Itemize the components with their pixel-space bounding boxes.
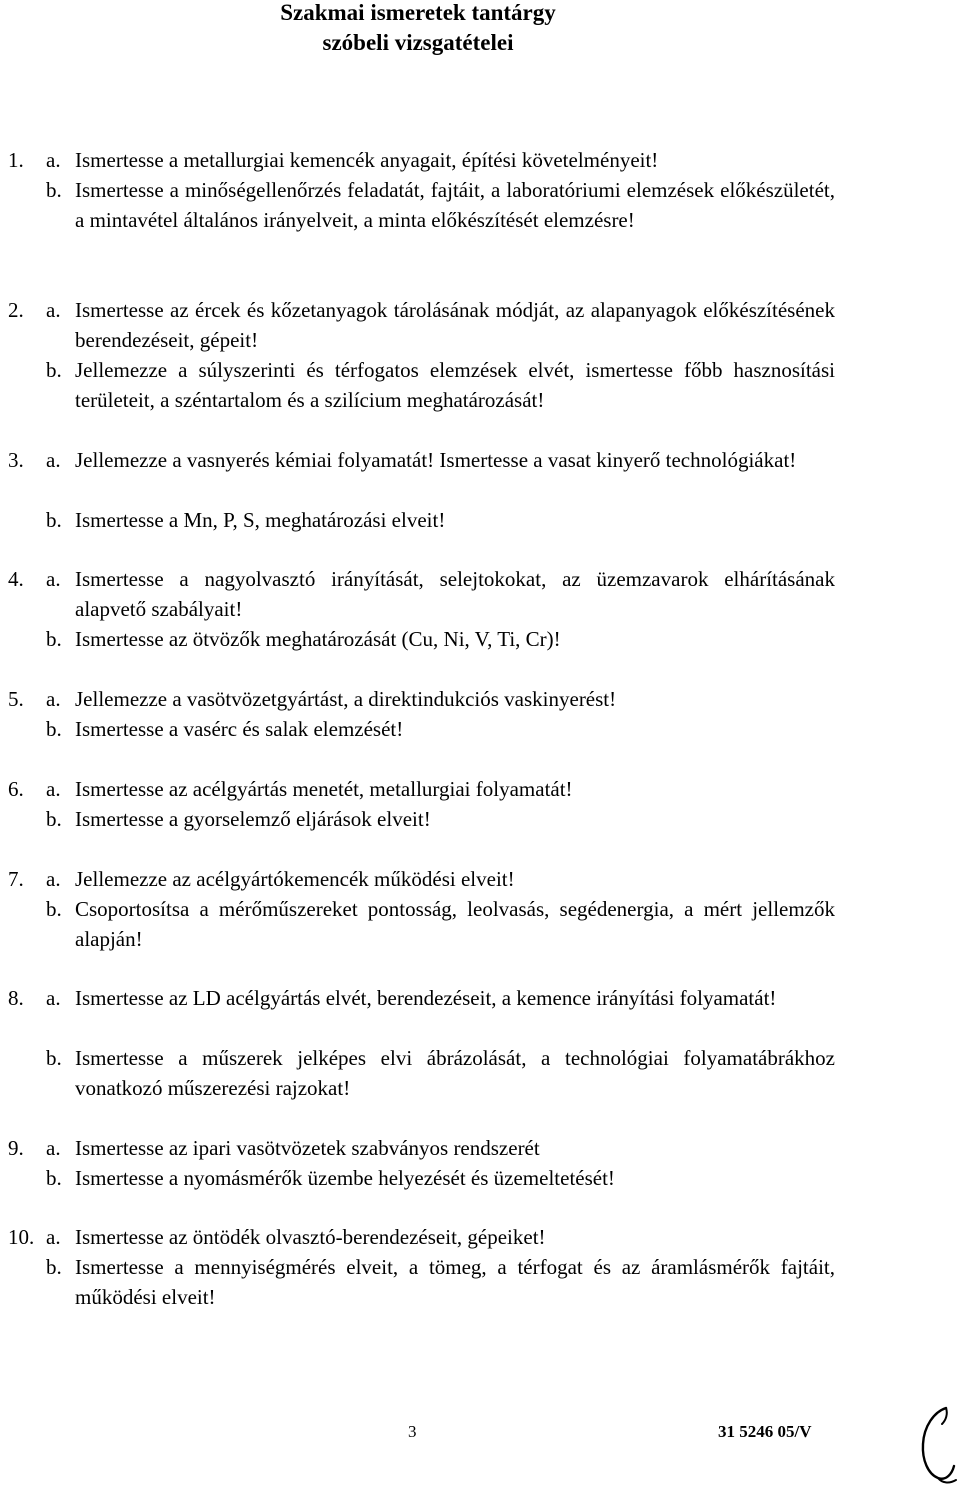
- subquestion-label-a: a.: [46, 148, 61, 172]
- subquestion-label-a: a.: [46, 567, 61, 591]
- question-number: 3.: [8, 448, 24, 472]
- document-title-line2: szóbeli vizsgatételei: [322, 30, 514, 55]
- subquestion-text-a: Ismertesse a metallurgiai kemencék anyagait, építési követelményeit!: [75, 148, 659, 172]
- subquestion-text-b: Ismertesse a minőségellenőrzés feladatát, fajtáit, a laboratóriumi elemzések előkészületét, a mintavétel általános irányelveit, a minta előkészítését elemzésre!: [75, 178, 835, 232]
- question-number: 10.: [8, 1225, 35, 1249]
- document-title-line1: Szakmai ismeretek tantárgy: [280, 0, 556, 25]
- subquestion-label-b: b.: [46, 1255, 62, 1279]
- subquestion-text-a: Ismertesse az LD acélgyártás elvét, berendezéseit, a kemence irányítási folyamatát!: [75, 986, 777, 1010]
- subquestion-label-b: b.: [46, 358, 62, 382]
- subquestion-label-a: a.: [46, 867, 61, 891]
- subquestion-label-b: b.: [46, 717, 62, 741]
- subquestion-text-a: Ismertesse az ipari vasötvözetek szabványos rendszerét: [75, 1136, 540, 1160]
- subquestion-label-b: b.: [46, 807, 62, 831]
- subquestion-label-a: a.: [46, 448, 61, 472]
- question-number: 8.: [8, 986, 24, 1010]
- subquestion-text-a: Jellemezze a vasötvözetgyártást, a direktindukciós vaskinyerést!: [75, 687, 617, 711]
- subquestion-label-a: a.: [46, 777, 61, 801]
- subquestion-text-b: Ismertesse a Mn, P, S, meghatározási elveit!: [75, 508, 446, 532]
- subquestion-label-b: b.: [46, 1046, 62, 1070]
- subquestion-label-a: a.: [46, 1225, 61, 1249]
- subquestion-label-a: a.: [46, 298, 61, 322]
- subquestion-label-b: b.: [46, 178, 62, 202]
- subquestion-text-b: Ismertesse a nyomásmérők üzembe helyezését és üzemeltetését!: [75, 1166, 615, 1190]
- subquestion-text-a: Ismertesse a nagyolvasztó irányítását, selejtokokat, az üzemzavarok elhárításának alapvető szabályait!: [75, 567, 835, 621]
- subquestion-text-a: Ismertesse az acélgyártás menetét, metallurgiai folyamatát!: [75, 777, 573, 801]
- subquestion-label-a: a.: [46, 1136, 61, 1160]
- subquestion-text-b: Jellemezze a súlyszerinti és térfogatos elemzések elvét, ismertesse főbb hasznosítási területeit, a széntartalom és a szilícium meghatározását!: [75, 358, 835, 412]
- question-number: 6.: [8, 777, 24, 801]
- question-number: 1.: [8, 148, 24, 172]
- subquestion-label-b: b.: [46, 627, 62, 651]
- subquestion-text-b: Ismertesse a műszerek jelképes elvi ábrázolását, a technológiai folyamatábrákhoz vonatkozó műszerezési rajzokat!: [75, 1046, 835, 1100]
- subquestion-text-a: Ismertesse az öntödék olvasztó-berendezéseit, gépeiket!: [75, 1225, 546, 1249]
- subquestion-text-b: Ismertesse a vasérc és salak elemzését!: [75, 717, 404, 741]
- subquestion-text-b: Csoportosítsa a mérőműszereket pontosság, leolvasás, segédenergia, a mért jellemzők alapján!: [75, 897, 835, 951]
- document-code: 31 5246 05/V: [718, 1422, 812, 1441]
- subquestion-text-b: Ismertesse az ötvözők meghatározását (Cu, Ni, V, Ti, Cr)!: [75, 627, 561, 651]
- subquestion-label-a: a.: [46, 687, 61, 711]
- subquestion-text-b: Ismertesse a mennyiségmérés elveit, a tömeg, a térfogat és az áramlásmérők fajtáit, működési elveit!: [75, 1255, 835, 1309]
- subquestion-label-b: b.: [46, 1166, 62, 1190]
- question-number: 7.: [8, 867, 24, 891]
- subquestion-text-b: Ismertesse a gyorselemző eljárások elveit!: [75, 807, 431, 831]
- question-number: 5.: [8, 687, 24, 711]
- subquestion-label-b: b.: [46, 508, 62, 532]
- question-number: 4.: [8, 567, 24, 591]
- subquestion-label-a: a.: [46, 986, 61, 1010]
- handwritten-initial-signature: [916, 1404, 958, 1486]
- subquestion-text-a: Jellemezze a vasnyerés kémiai folyamatát! Ismertesse a vasat kinyerő technológiákat!: [75, 448, 797, 472]
- subquestion-text-a: Jellemezze az acélgyártókemencék működési elveit!: [75, 867, 515, 891]
- page-number: 3: [408, 1422, 417, 1441]
- subquestion-label-b: b.: [46, 897, 62, 921]
- subquestion-text-a: Ismertesse az ércek és kőzetanyagok tárolásának módját, az alapanyagok előkészítésének berendezéseit, gépeit!: [75, 298, 835, 352]
- question-number: 9.: [8, 1136, 24, 1160]
- question-number: 2.: [8, 298, 24, 322]
